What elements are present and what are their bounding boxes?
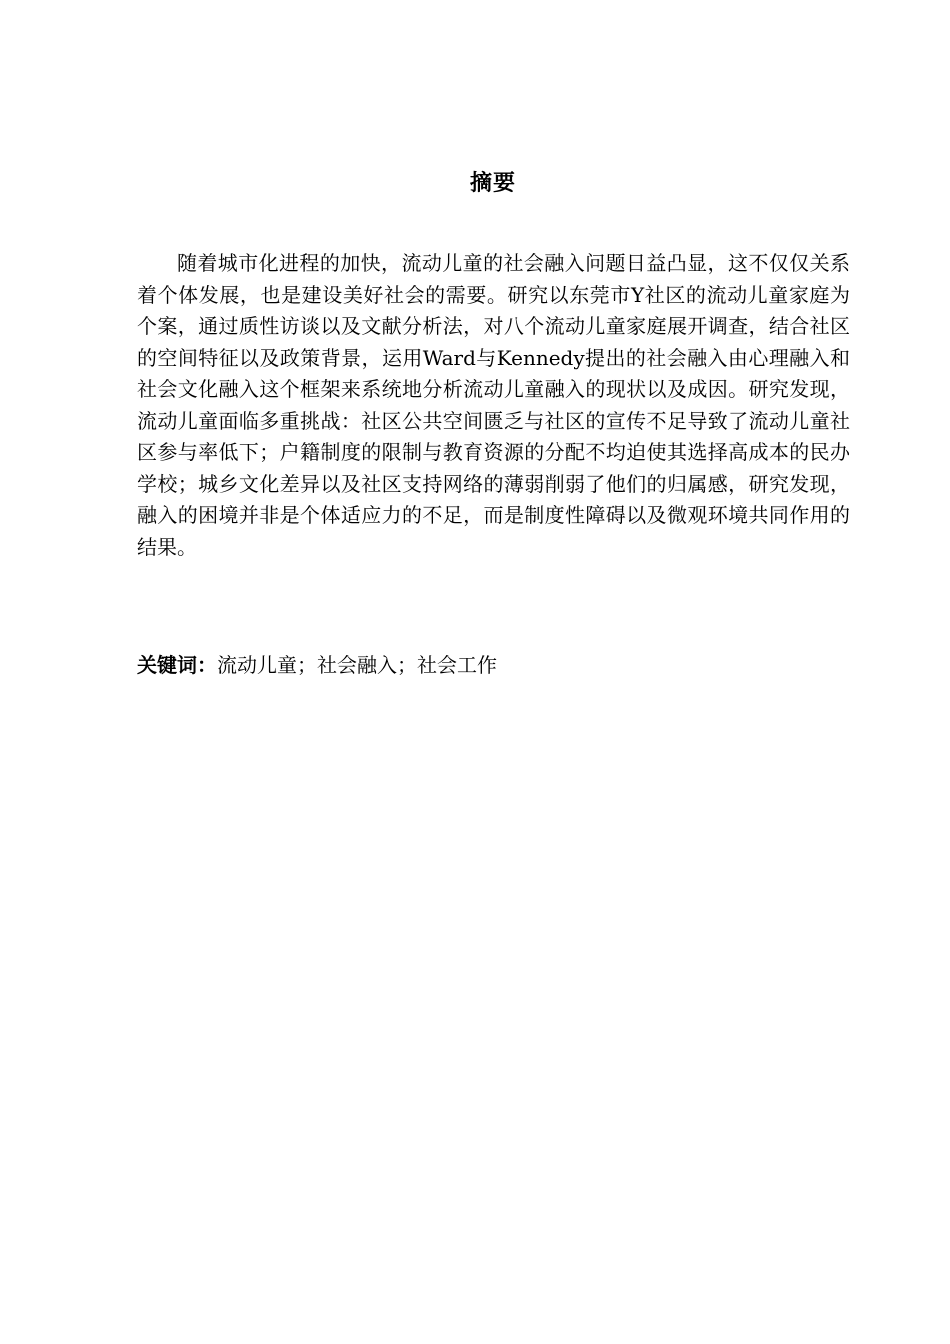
keywords-line [137, 650, 850, 681]
keywords-label: 关键词： [137, 653, 217, 677]
abstract-title: 摘要 [469, 171, 516, 196]
abstract-body: 随着城市化进程的加快，流动儿童的社会融入问题日益凸显，这不仅仅关系着个体发展，也是建设美好社会的需要。研究以东莞市Y社区的流动儿童家庭为个案，通过质性访谈以及文献分析法，对八个流动儿童家庭展开调查，结合社区的空间特征以及政策背景，运用Ward与Kennedy提出的社会融入由心理融入和社会文化融入这个框架来系统地分析流动儿童融入的现状以及成因。研究发现，流动儿童面临多重挑战：社区公共空间匮乏与社区的宣传不足导致了流动儿童社区参与率低下；户籍制度的限制与教育资源的分配不均迫使其选择高成本的民办学校；城乡文化差异以及社区支持网络的薄弱削弱了他们的归属感，研究发现，融入的困境并非是个体适应力的不足，而是制度性障碍以及微观环境共同作用的结果。 [137, 251, 850, 559]
keywords-value: 流动儿童；社会融入；社会工作 [217, 653, 497, 677]
